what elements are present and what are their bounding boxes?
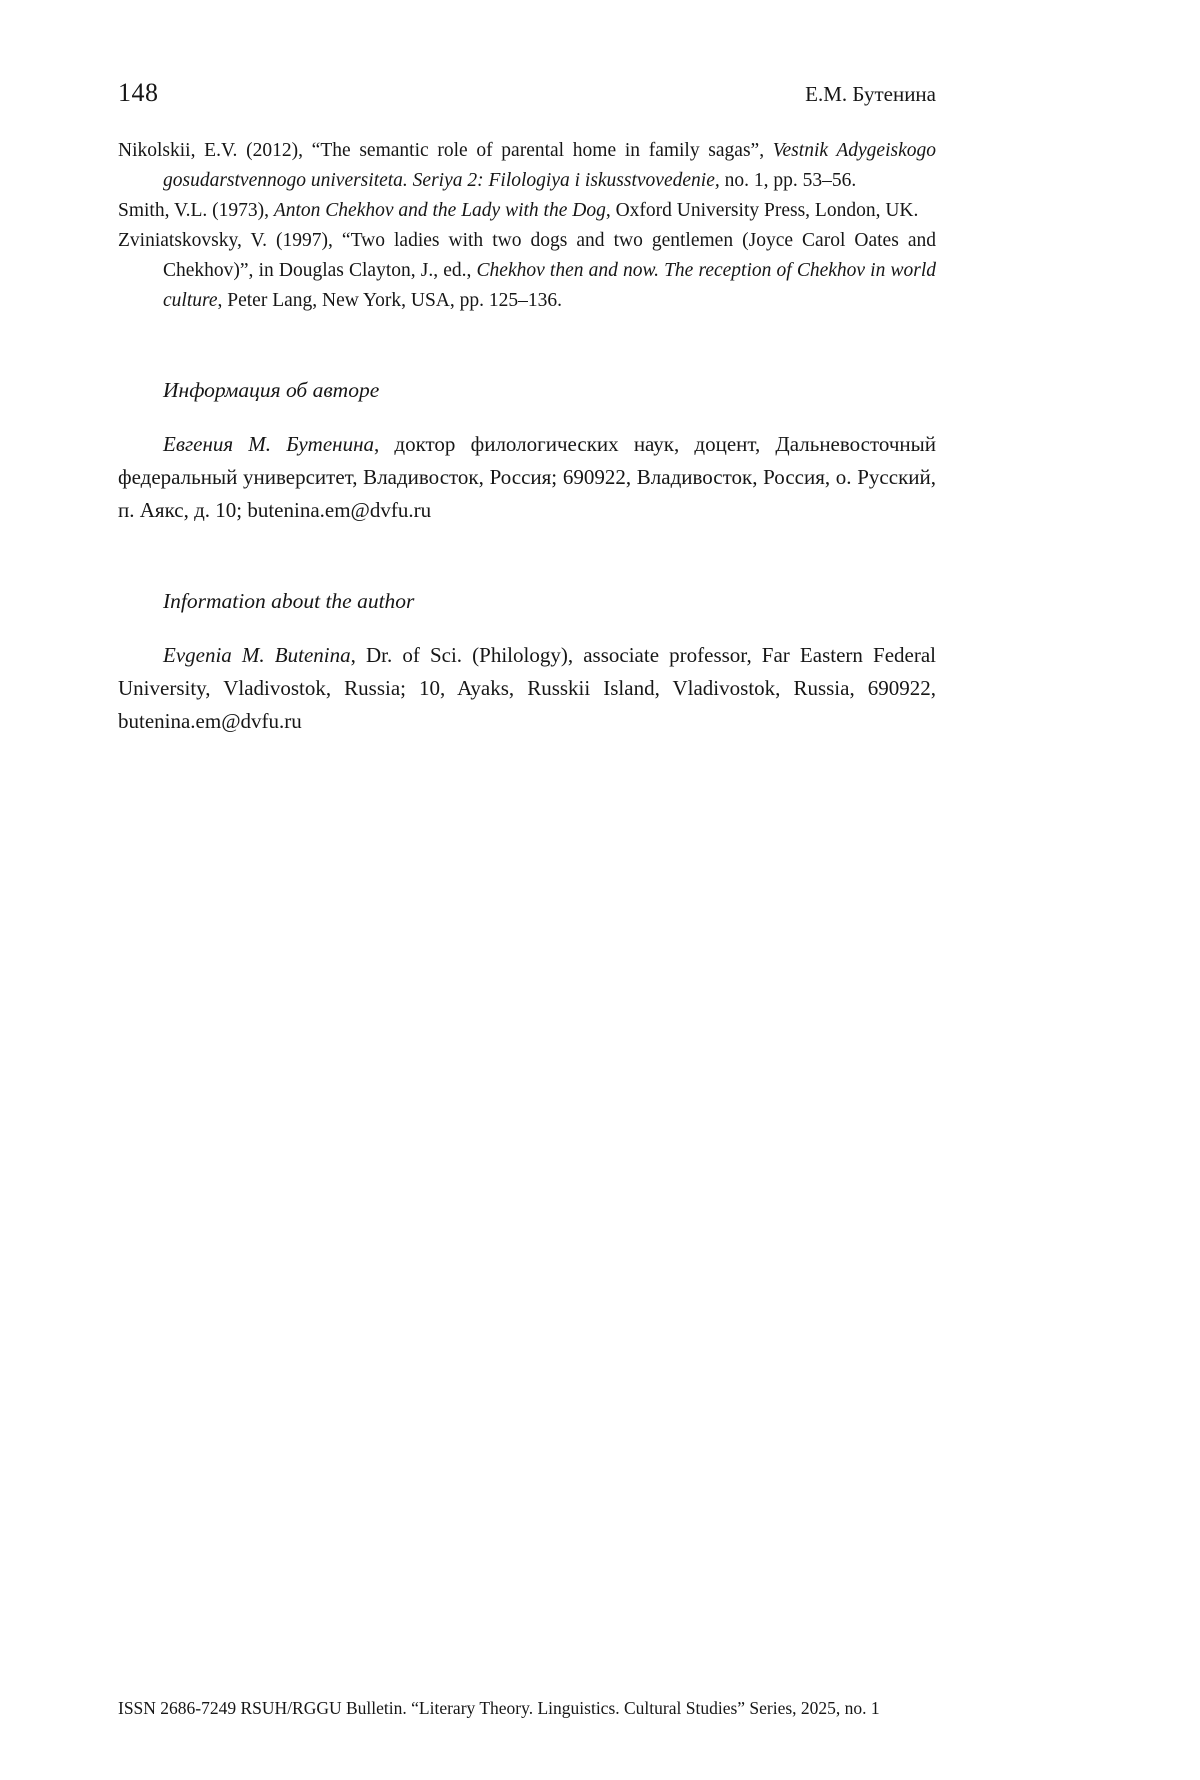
reference-item: Nikolskii, E.V. (2012), “The semantic role of parental home in family sagas”, Vestnik Adygeiskogo gosudarstvennogo universiteta. Seriya 2: Filologiya i iskusstvovedenie, no. 1, pp. 53–56. (118, 140, 936, 191)
section-heading-author-info-ru: Информация об авторе (163, 378, 380, 402)
page-content (118, 0, 936, 738)
running-head (118, 80, 936, 106)
page-footer: ISSN 2686-7249 RSUH/RGGU Bulletin. “Literary Theory. Linguistics. Cultural Studies” Series, 2025, no. 1 (118, 1698, 880, 1718)
author-info-paragraph-ru: Евгения М. Бутенина, доктор филологических наук, доцент, Дальневосточный федеральный университет, Владивосток, Россия; 690922, Владивосток, Россия, о. Русский, п. Аякс, д. 10; butenina.em@dvfu.ru (118, 431, 936, 522)
page-number: 148 (118, 78, 159, 107)
reference-item: Smith, V.L. (1973), Anton Chekhov and the Lady with the Dog, Oxford University Press, London, UK. (118, 200, 919, 221)
section-heading-author-info-en: Information about the author (163, 588, 415, 613)
author-info-paragraph-en: Evgenia M. Butenina, Dr. of Sci. (Philology), associate professor, Far Eastern Federal University, Vladivostok, Russia; 10, Ayaks, Russkii Island, Vladivostok, Russia, 690922, butenina.em@dvfu.ru (118, 642, 936, 733)
reference-item: Zviniatskovsky, V. (1997), “Two ladies with two dogs and two gentlemen (Joyce Carol Oates and Chekhov)”, in Douglas Clayton, J., ed., Chekhov then and now. The reception of Chekhov in world culture, Peter Lang, New York, USA, pp. 125–136. (118, 230, 936, 311)
running-head-author: Е.М. Бутенина (805, 82, 936, 106)
references-list (118, 136, 936, 316)
